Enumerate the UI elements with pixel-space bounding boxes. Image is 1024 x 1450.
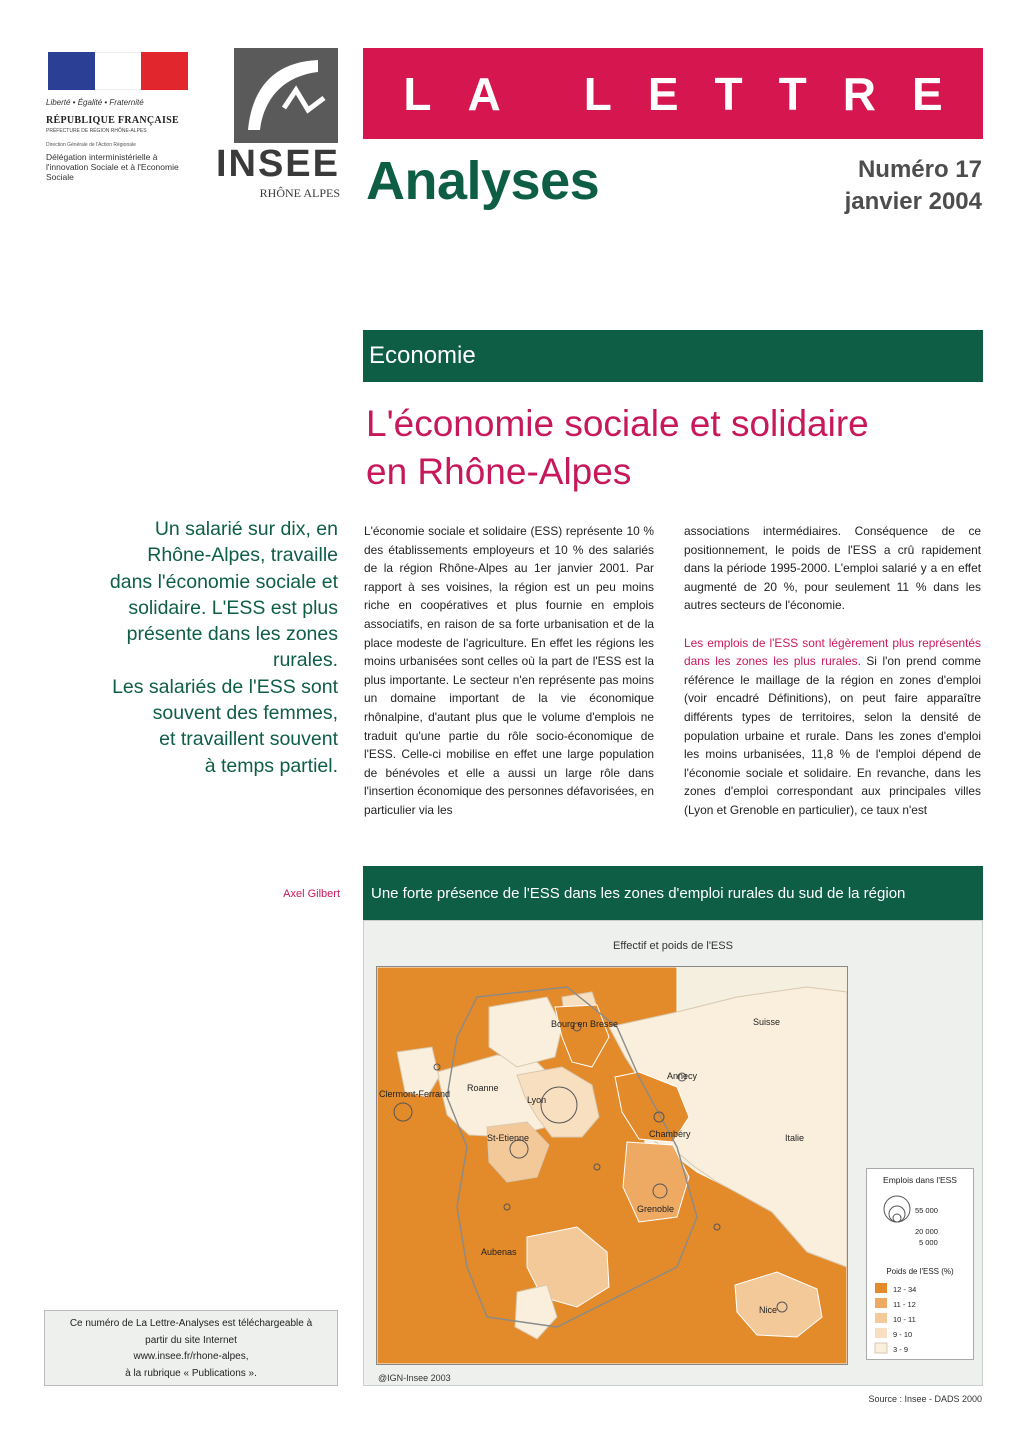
map-svg (377, 967, 847, 1364)
body-column-2 (684, 522, 981, 820)
download-note (44, 1310, 338, 1386)
legend-circle-small (893, 1214, 901, 1222)
map-heading: Une forte présence de l'ESS dans les zones d'emploi rurales du sud de la région (371, 884, 906, 902)
article-title (366, 400, 986, 496)
map-copyright: @IGN-Insee 2003 (378, 1373, 451, 1383)
map-legend (866, 1168, 974, 1360)
lead-line: et travaillent souvent (159, 728, 338, 751)
label-lyon: Lyon (527, 1095, 547, 1105)
legend-swatch (875, 1343, 887, 1353)
series-title: Analyses (366, 151, 600, 211)
note-line: Ce numéro de La Lettre-Analyses est téléchargeable à (69, 1318, 313, 1329)
map-subtitle: Effectif et poids de l'ESS (613, 940, 733, 952)
lead-line: Rhône-Alpes, travaille (147, 544, 338, 567)
label-grenoble: Grenoble (637, 1204, 675, 1214)
note-line: partir du site Internet (145, 1334, 237, 1346)
republic-motto: Liberté • Égalité • Fraternité (46, 98, 144, 107)
issue-info (800, 154, 982, 218)
insee-region: RHÔNE ALPES (259, 186, 340, 200)
label-bourg: Bourg en Bresse (551, 1019, 619, 1029)
label-clermont: Clermont-Ferrand (379, 1089, 451, 1099)
note-line: à la rubrique « Publications ». (125, 1367, 257, 1379)
website-link[interactable]: www.insee.fr/rhone-alpes, (133, 1351, 249, 1362)
legend-class-label: 3 - 9 (893, 1345, 909, 1354)
label-annecy: Annecy (667, 1071, 698, 1081)
republic-name: RÉPUBLIQUE FRANÇAISE (46, 115, 179, 126)
issue-date: janvier 2004 (844, 188, 982, 215)
insee-name: INSEE (215, 143, 340, 185)
lead-line: rurales. (272, 649, 338, 672)
prefecture-subline: Direction Générale de l'Action Régionale (46, 142, 136, 148)
legend-size-value: 55 000 (915, 1206, 938, 1215)
paragraph: L'économie sociale et solidaire (ESS) représente 10 % des établissements employeurs et 10 % des salariés de la région Rhône-Alpes au 1er janvier 2001. Par rapport à ses voisines, la région est un peu moins riche en coopératives et plus fournie en emplois associatifs, en raison de sa forte urbanisation et de la place modeste de l'agriculture. En effet les régions les moins urbanisées sont celles où la part de l'ESS est la plus importante. Le secteur n'en représente pas moins un domaine important de la vie économique rhônalpine, d'autant plus que le volume d'emplois ne traduit qu'une partie du rôle socio-économique de l'ESS. Celle-ci mobilise en effet une large population de bénévoles et elle a aussi un large rôle dans l'insertion économique des personnes défavorisées, en particulier via les (364, 524, 654, 817)
republique-flag-logo (48, 52, 188, 90)
lead-line: Un salarié sur dix, en (154, 518, 338, 540)
label-stetienne: St-Etienne (487, 1133, 530, 1143)
title-line-2: en Rhône-Alpes (366, 451, 632, 492)
lead-line: à temps partiel. (204, 754, 338, 777)
label-suisse: Suisse (753, 1017, 781, 1027)
insee-logo (234, 48, 338, 143)
paragraph (684, 634, 981, 820)
legend-share-title: Poids de l'ESS (%) (886, 1267, 954, 1276)
legend-class-label: 9 - 10 (893, 1330, 913, 1339)
prefecture-line: PRÉFECTURE DE RÉGION RHÔNE-ALPES (46, 128, 147, 134)
label-roanne: Roanne (467, 1083, 499, 1093)
author-name: Axel Gilbert (283, 888, 340, 900)
legend-class-label: 10 - 11 (893, 1315, 916, 1324)
rubric-bar (363, 330, 983, 382)
map-heading-bar (363, 866, 983, 920)
la-lettre-band (363, 48, 983, 139)
legend-swatch (875, 1328, 887, 1338)
lead-line: solidaire. L'ESS est plus (128, 596, 338, 619)
legend-size-title: Emplois dans l'ESS (883, 1175, 957, 1185)
paragraph-continuation: Si l'on prend comme référence le maillage de la région en zones d'emploi (voir encadré Définitions), on peut faire apparaître différents types de territoires, selon la densité de population urbaine et rurale. Dans les zones d'emploi les moins urbanisées, 11,8 % de l'emploi dépend de l'économie sociale et solidaire. En revanche, dans les zones d'emploi correspondant aux principales villes (Lyon et Grenoble en particulier), ce taux n'est (684, 654, 981, 817)
delegation-text: Délégation interministérielle à l'innovation Sociale et à l'Economie Sociale (46, 152, 179, 182)
legend-swatch (875, 1283, 887, 1293)
lead-line: souvent des femmes, (152, 702, 338, 725)
label-italie: Italie (785, 1133, 805, 1143)
lead-line: Les salariés de l'ESS sont (112, 675, 338, 698)
label-nice: Nice (759, 1305, 778, 1315)
highlight-sentence: Les emplois de l'ESS sont légèrement plus représentés dans les zones les plus rurales. (684, 635, 981, 669)
label-chambery: Chambéry (649, 1129, 691, 1139)
label-aubenas: Aubenas (481, 1247, 517, 1257)
legend-swatch (875, 1298, 887, 1308)
body-column-1 (364, 522, 654, 820)
lead-line: dans l'économie sociale et (109, 570, 338, 593)
legend-class-label: 11 - 12 (893, 1300, 916, 1309)
rubric-label: Economie (369, 342, 476, 369)
legend-swatch (875, 1313, 887, 1323)
title-line-1: L'économie sociale et solidaire (366, 403, 869, 444)
paragraph: associations intermédiaires. Conséquence de ce positionnement, le poids de l'ESS a crû rapidement dans la période 1995-2000. L'emploi salarié y a en effet augmenté de 20 %, pour seulement 11 % dans les autres secteurs de l'économie. (684, 524, 981, 613)
legend-svg (867, 1169, 973, 1359)
article-lead (40, 516, 338, 779)
legend-size-value: 20 000 (915, 1227, 938, 1236)
choropleth-map (376, 966, 848, 1365)
legend-size-value: 5 000 (919, 1238, 938, 1247)
issue-number: Numéro 17 (857, 156, 982, 183)
band-title: LA LETTRE (403, 67, 979, 120)
legend-class-label: 12 - 34 (893, 1285, 917, 1294)
lead-line: présente dans les zones (126, 623, 338, 646)
map-source: Source : Insee - DADS 2000 (868, 1394, 982, 1404)
